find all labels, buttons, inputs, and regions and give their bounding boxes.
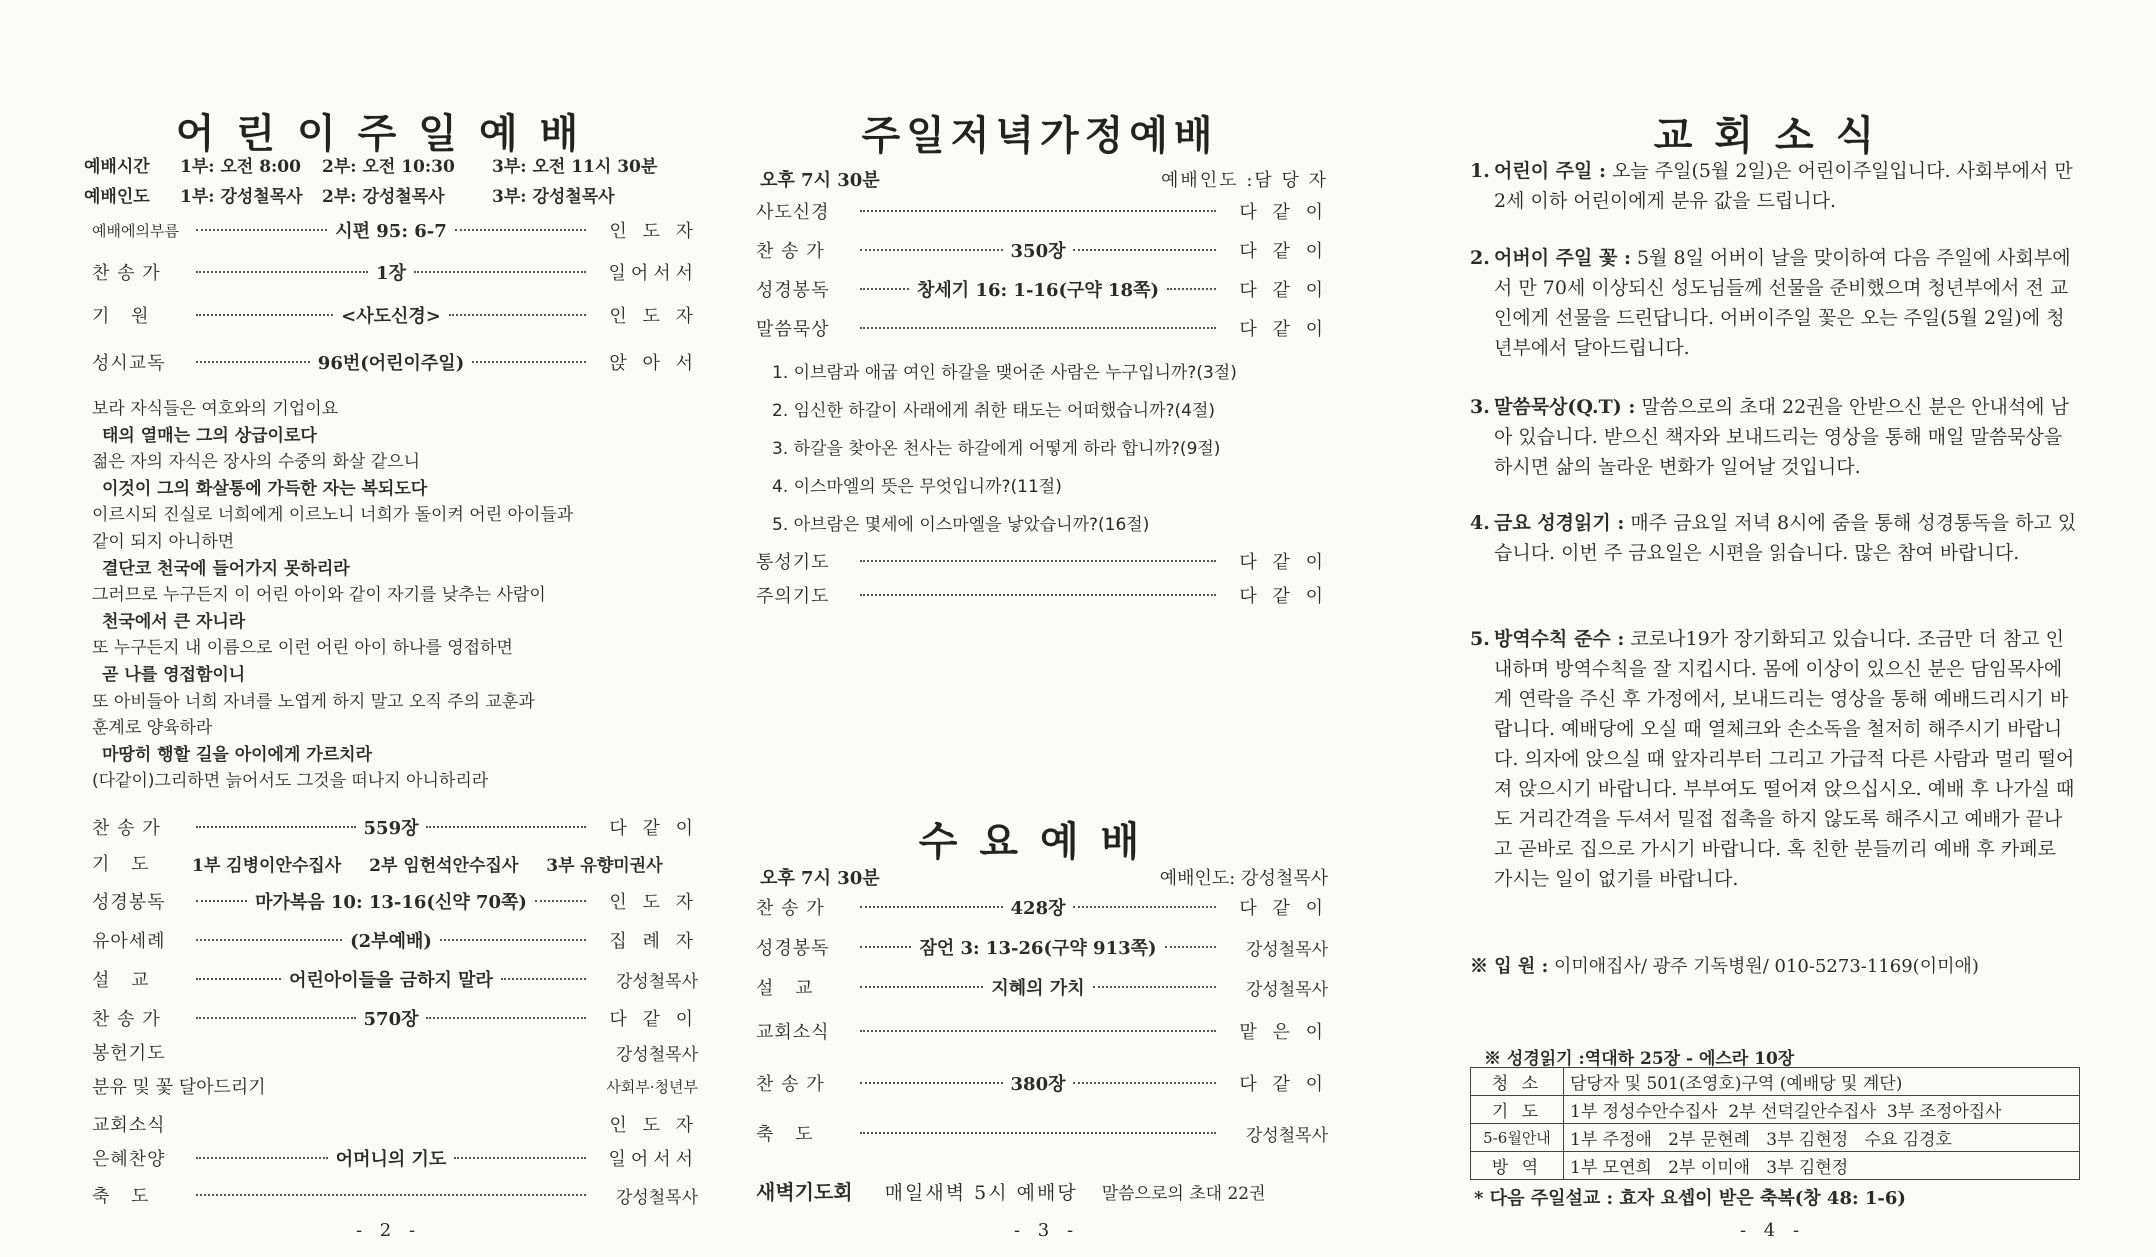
order-row: 말씀묵상 다 같 이 bbox=[756, 319, 1328, 340]
church-news-title: 교회소식 bbox=[1653, 112, 1897, 159]
order-row: 사도신경 다 같 이 bbox=[756, 202, 1328, 223]
table-row: 청 소 담당자 및 501(조영호)구역 (예배당 및 계단) bbox=[1471, 1068, 2080, 1096]
order-row: 주의기도 다 같 이 bbox=[756, 586, 1328, 607]
order-row: 찬 송 가 559장 다 같 이 bbox=[92, 818, 698, 839]
page-2-column: 어린이주일예배 예배시간 1부: 오전 8:00 2부: 오전 10:30 3부: 오전 11시 30분 예배인도 1부: 강성철목사 2부: 강성철목사 3부: 강성철목사 예배에의부름 시편 95: 6-7 인 도 자 찬 송 가 1장 일어서서 기 원 <사도신경> 인 도 자 성시교독 96번(어린이주일) 앉 아 서 보라 자식들은 여호와의 기업이요 태의 열매는 그의 상급이로다 젊은 자의 자식은 장사의 수중의 화살 같으니 이것이 그의 화살통에 가득한 자는 복되도다 이르시되 진실로 너희에게 이르노니 너희가 돌이켜 어린 아이들과 같이 되지 아니하면 결단코 천국에 들어가지 못하리라 그러므로 누구든지 이 어린 아이와 같이 자기를 낮추는 사람이 천국에서 큰 자니라 또 누구든지 내 이름으로 이런 어린 아이 하나를 영접하면 곧 나를 영접함이니 또 아비들아 너희 자녀를 노엽게 하지 말고 오직 주의 교훈과 훈계로 양육하라 마땅히 행할 길을 아이에게 가르치라 (다같이)그리하면 늙어서도 그것을 떠나지 아니하리라 찬 송 가 559장 다 같 이 기 도 1부 김병이안수집사 2부 임헌석안수집사 3부 유향미권사 성경봉독 마가복음 10: 13-16(신약 70쪽) 인 도 자 유아세례 (2부예배) 집 례 자 설 교 어린아이들을 금하지 말라 강성철목사 찬 송 가 570장 다 같 이 봉헌기도 강성철목사 분유 및 꽃 달아드리기 사회부·청년부 교회소식 인 도 자 은혜찬양 어머니의 기도 일어서서 축 도 강성철목사 - 2 - bbox=[78, 0, 698, 1257]
order-row: 교회소식 인 도 자 bbox=[92, 1115, 698, 1136]
news-item: 1. 어린이 주일 : 오늘 주일(5월 2일)은 어린이주일입니다. 사회부에서 만 2세 이하 어린이에게 분유 값을 드립니다. bbox=[1470, 160, 2073, 212]
evening-service-title: 주일저녁가정예배 bbox=[861, 112, 1219, 159]
order-row: 성경봉독 창세기 16: 1-16(구약 18쪽) 다 같 이 bbox=[756, 280, 1329, 301]
table-row: 방 역 1부 모연희 2부 이미애 3부 김현정 bbox=[1471, 1152, 2080, 1180]
next-sermon: * 다음 주일설교 : 효자 요셉이 받은 축복(창 48: 1-6) bbox=[1474, 1188, 1906, 1209]
page-number: - 3 - bbox=[1014, 1220, 1080, 1241]
order-row: 성시교독 96번(어린이주일) 앉 아 서 bbox=[92, 353, 699, 374]
order-row: 유아세례 (2부예배) 집 례 자 bbox=[92, 931, 699, 952]
evening-header: 오후 7시 30분 예배인도 :담 당 자 bbox=[760, 170, 1328, 191]
page-3-column bbox=[752, 0, 1328, 1257]
responsive-reading: 보라 자식들은 여호와의 기업이요 태의 열매는 그의 상급이로다 젊은 자의 자식은 장사의 수중의 화살 같으니 이것이 그의 화살통에 가득한 자는 복되도다 이르시되 진실로 너희에게 이르노니 너희가 돌이켜 어린 아이들과 같이 되지 아니하면 결단코 천국에 들어가지 못하리라 그러므로 누구든지 이 어린 아이와 같이 자기를 낮추는 사람이 천국에서 큰 자니라 또 누구든지 내 이름으로 이런 어린 아이 하나를 영접하면 곧 나를 영접함이니 또 아비들아 너희 자녀를 노엽게 하지 말고 오직 주의 교훈과 훈계로 양육하라 마땅히 행할 길을 아이에게 가르치라 (다같이)그리하면 늙어서도 그것을 떠나지 아니하리라 bbox=[92, 399, 574, 792]
dawn-prayer-line: 새벽기도회 매일새벽 5시 예배당 말씀으로의 초대 22권 bbox=[756, 1180, 1266, 1204]
meditation-question: 1. 이브람과 애굽 여인 하갈을 맺어준 사람은 누구입니까?(3절) bbox=[772, 363, 1237, 383]
duty-table bbox=[1470, 1067, 2080, 1180]
prayer-row: 기 도 1부 김병이안수집사 2부 임헌석안수집사 3부 유향미권사 bbox=[92, 854, 663, 876]
table-row: 기 도 1부 정성수안수집사 2부 선덕길안수집사 3부 조정아집사 bbox=[1471, 1096, 2080, 1124]
page-number: - 2 - bbox=[356, 1220, 422, 1241]
bible-reading: ※ 성경읽기 :역대하 25장 - 에스라 10장 bbox=[1484, 1049, 1795, 1069]
news-item: 2. 어버이 주일 꽃 : 5월 8일 어버이 날을 맞이하여 다음 주일에 사회부에서 만 70세 이상되신 성도님들께 선물을 준비했으며 청년부에서 전 교인에게 선물을 드린답니다. 어버이주일 꽃은 오는 주일(5월 2일)에 청년부에서 달아드립니다. bbox=[1470, 247, 2071, 359]
table-row: 5-6월안내 1부 주정애 2부 문현례 3부 김현정 수요 김경호 bbox=[1471, 1124, 2080, 1152]
order-row: 찬 송 가 380장 다 같 이 bbox=[756, 1074, 1328, 1095]
order-row: 봉헌기도 강성철목사 bbox=[92, 1043, 698, 1065]
order-row: 분유 및 꽃 달아드리기 사회부·청년부 bbox=[92, 1077, 698, 1098]
order-row: 찬 송 가 350장 다 같 이 bbox=[756, 241, 1328, 262]
order-row: 찬 송 가 1장 일어서서 bbox=[92, 263, 699, 284]
order-row: 예배에의부름 시편 95: 6-7 인 도 자 bbox=[92, 221, 698, 242]
meditation-question: 4. 이스마엘의 뜻은 무엇입니까?(11절) bbox=[772, 477, 1062, 497]
wednesday-service-title: 수요예배 bbox=[918, 818, 1162, 865]
order-row: 축 도 강성철목사 bbox=[92, 1186, 698, 1208]
page-4-column bbox=[1470, 0, 2080, 1257]
order-row: 성경봉독 잠언 3: 13-26(구약 913쪽) 강성철목사 bbox=[756, 938, 1328, 960]
childrens-sunday-title: 어린이주일예배 bbox=[175, 110, 601, 157]
news-item: 3. 말씀묵상(Q.T) : 말씀으로의 초대 22권을 안받으신 분은 안내석에 남아 있습니다. 받으신 책자와 보내드리는 영상을 통해 매일 말씀묵상을 하시면 삶의 놀라운 변화가 일어날 것입니다. bbox=[1470, 396, 2069, 478]
order-row: 축 도 강성철목사 bbox=[756, 1124, 1328, 1146]
order-row: 설 교 어린아이들을 금하지 말라 강성철목사 bbox=[92, 970, 698, 992]
meditation-question: 5. 아브람은 몇세에 이스마엘을 낳았습니까?(16절) bbox=[772, 515, 1150, 535]
order-row: 성경봉독 마가복음 10: 13-16(신약 70쪽) 인 도 자 bbox=[92, 892, 699, 913]
order-row: 찬 송 가 428장 다 같 이 bbox=[756, 898, 1328, 919]
news-item: 5. 방역수칙 준수 : 코로나19가 장기화되고 있습니다. 조금만 더 참고 인내하며 방역수칙을 잘 지킵시다. 몸에 이상이 있으신 분은 담임목사에게 연락을 주신 후 가정에서, 보내드리는 영상을 통해 예배드리시기 바랍니다. 예배당에 오실 때 열체크와 손소독을 철저히 해주시기 바랍니다. 의자에 앉으실 때 앞자리부터 그리고 가급적 다른 사람과 멀리 떨어져 앉으시기 바랍니다. 부부여도 떨어져 앉으십시오. 예배 후 나가실 때도 거리간격을 두셔서 밀접 접촉을 하지 않도록 해주시고 예배가 끝나고 곧바로 집으로 가시기 바랍니다. 혹 친한 분들끼리 예배 후 카페로 가시는 일이 없기를 바랍니다. bbox=[1470, 628, 2075, 890]
meditation-question: 2. 임신한 하갈이 사래에게 취한 태도는 어떠했습니까?(4절) bbox=[772, 401, 1216, 421]
meditation-question: 3. 하갈을 찾아온 천사는 하갈에게 어떻게 하라 합니까?(9절) bbox=[772, 439, 1221, 459]
wednesday-header: 오후 7시 30분 예배인도: 강성철목사 bbox=[760, 868, 1328, 889]
order-row: 은혜찬양 어머니의 기도 일어서서 bbox=[92, 1149, 699, 1170]
order-row: 기 원 <사도신경> 인 도 자 bbox=[92, 306, 698, 327]
order-row: 찬 송 가 570장 다 같 이 bbox=[92, 1009, 698, 1030]
order-row: 통성기도 다 같 이 bbox=[756, 552, 1328, 573]
order-row: 설 교 지혜의 가치 강성철목사 bbox=[756, 978, 1328, 1000]
page-number: - 4 - bbox=[1740, 1220, 1806, 1241]
news-item: 4. 금요 성경읽기 : 매주 금요일 저녁 8시에 줌을 통해 성경통독을 하고 있습니다. 이번 주 금요일은 시편을 읽습니다. 많은 참여 바랍니다. bbox=[1470, 512, 2077, 564]
hospital-note: ※ 입 원 : 이미애집사/ 광주 기독병원/ 010-5273-1169(이미애) bbox=[1470, 956, 1979, 977]
order-row: 교회소식 맡 은 이 bbox=[756, 1022, 1328, 1043]
